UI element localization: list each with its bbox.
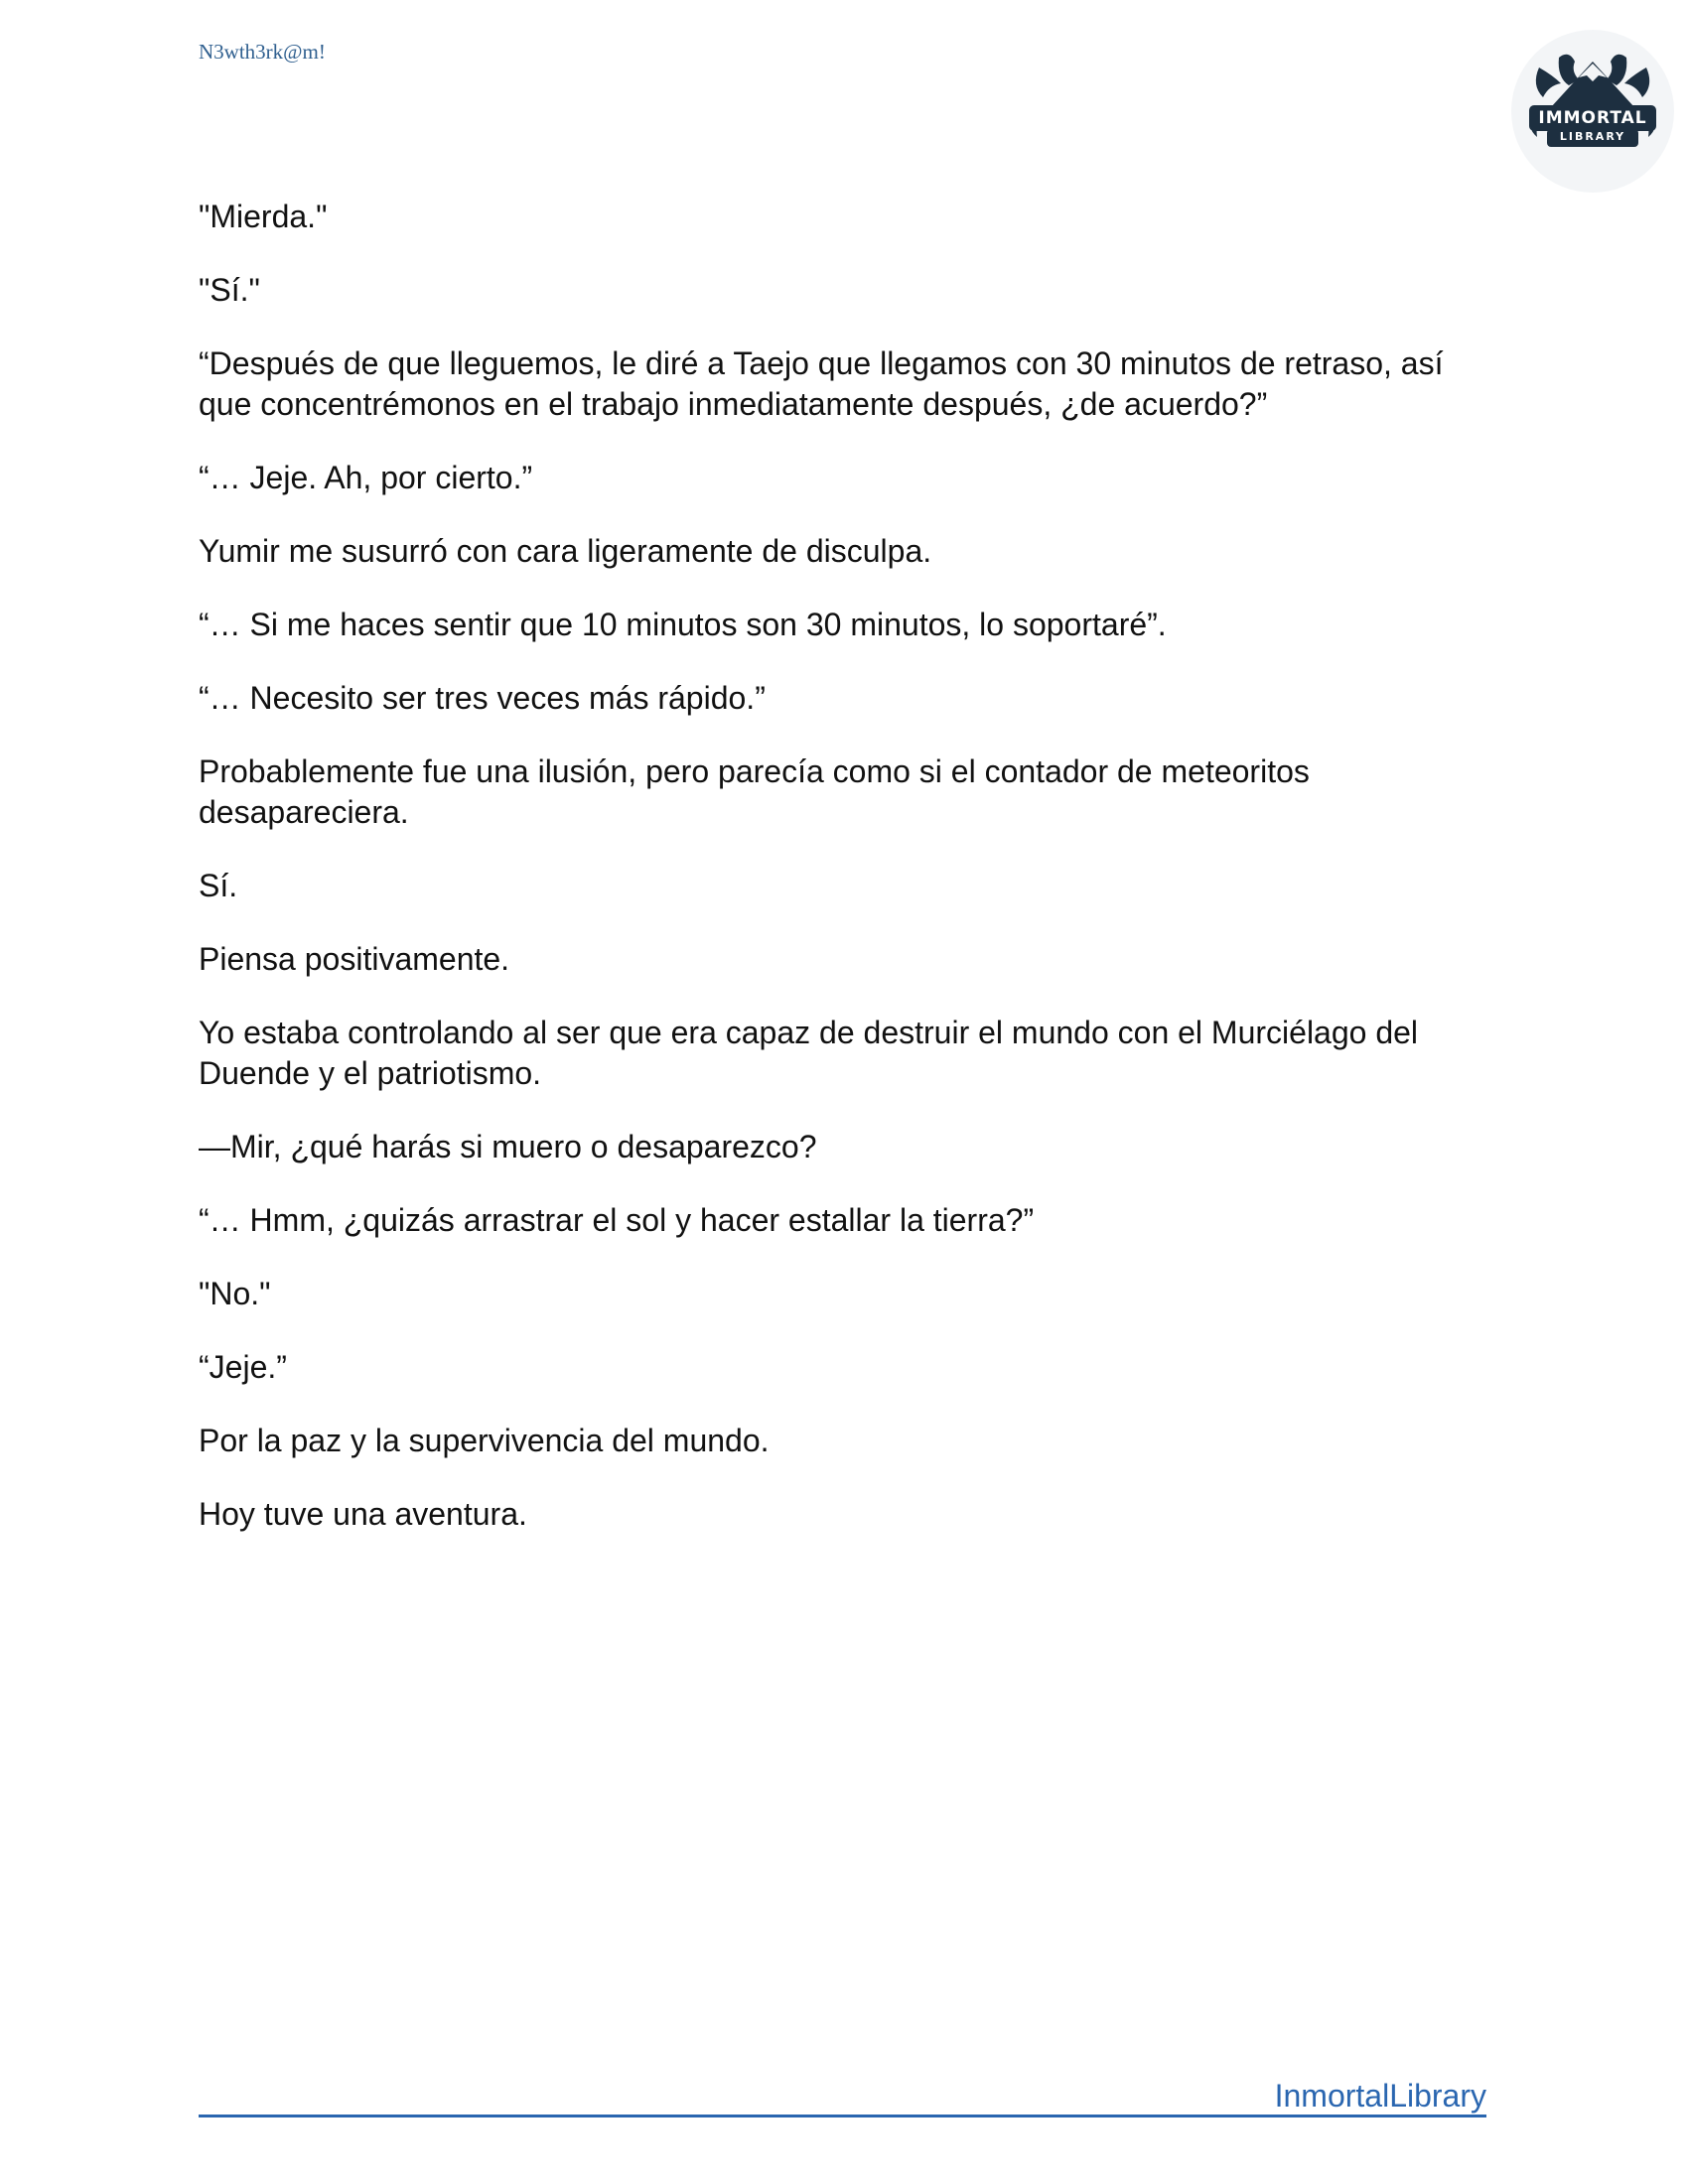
- paragraph: Probablemente fue una ilusión, pero parecía como si el contador de meteoritos desapareciera.: [199, 753, 1310, 830]
- paragraph: “… Jeje. Ah, por cierto.”: [199, 460, 533, 495]
- logo-text-library: LIBRARY: [1559, 130, 1626, 143]
- logo-text-immortal: IMMORTAL: [1538, 108, 1647, 128]
- paragraph: Por la paz y la supervivencia del mundo.: [199, 1423, 770, 1458]
- paragraph: “Después de que lleguemos, le diré a Taejo que llegamos con 30 minutos de retraso, así que concentrémonos en el trabajo inmediatamente después, ¿de acuerdo?”: [199, 345, 1444, 422]
- paragraph: Piensa positivamente.: [199, 941, 510, 977]
- paragraph: “… Hmm, ¿quizás arrastrar el sol y hacer estallar la tierra?”: [199, 1202, 1035, 1238]
- paragraph: "Sí.": [199, 272, 260, 308]
- paragraph: —Mir, ¿qué harás si muero o desaparezco?: [199, 1129, 817, 1164]
- paragraph: "No.": [199, 1276, 271, 1311]
- paragraph: “… Si me haces sentir que 10 minutos son 30 minutos, lo soportaré”.: [199, 607, 1167, 642]
- header-watermark: N3wth3rk@m!: [199, 40, 326, 64]
- footer-link-inmortal-library[interactable]: InmortalLibrary: [1274, 2078, 1486, 2114]
- paragraph: “Jeje.”: [199, 1349, 287, 1385]
- paragraph: Yo estaba controlando al ser que era capaz de destruir el mundo con el Murciélago del Duende y el patriotismo.: [199, 1015, 1419, 1091]
- immortal-library-logo: [1509, 28, 1676, 195]
- footer-divider: [199, 2115, 1486, 2117]
- paragraph: Yumir me susurró con cara ligeramente de disculpa.: [199, 533, 932, 569]
- paragraph: "Mierda.": [199, 199, 328, 234]
- paragraph: Sí.: [199, 868, 238, 903]
- paragraph: Hoy tuve una aventura.: [199, 1496, 527, 1532]
- paragraph: “… Necesito ser tres veces más rápido.”: [199, 680, 766, 716]
- page-body: [199, 197, 1489, 1568]
